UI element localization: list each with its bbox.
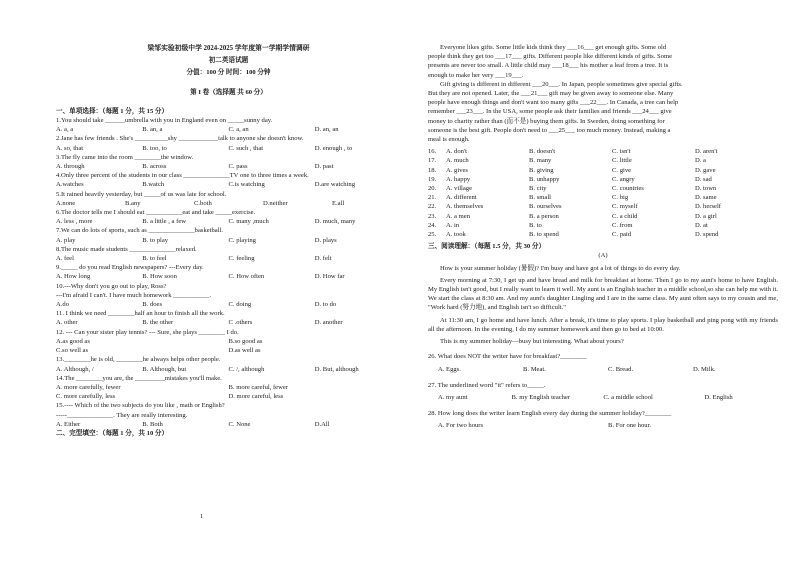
option: B. city [529, 185, 547, 193]
question-options [56, 365, 401, 374]
cloze-number: 18. [428, 166, 437, 174]
question-stem: 7.We can do lots of sports, such as ______________basketball. [56, 227, 224, 235]
option: D. herself [695, 203, 721, 211]
option: B. more careful, fewer [228, 383, 288, 391]
question-options [56, 318, 401, 327]
option: B. Although, but [142, 365, 187, 373]
option: A. more carefully, fewer [56, 383, 121, 391]
option: B. across [142, 163, 167, 171]
passage-line: Everyone likes gifts. Some little kids think they ___16___ get enough gifts. Some old [440, 44, 667, 51]
option: D. more careful, less [228, 393, 284, 401]
right-column [428, 0, 778, 438]
cloze-option-row [428, 212, 778, 221]
question-options [56, 383, 401, 392]
option: C. /, although [228, 365, 265, 373]
option: D. sad [695, 175, 712, 183]
score-time: 分值：100 分 时间：100 分钟 [186, 69, 271, 77]
option: B. small [529, 194, 551, 202]
option: A. village [446, 185, 473, 193]
cloze-number: 21. [428, 194, 437, 202]
option: D. a [695, 157, 706, 165]
cloze-number: 17. [428, 157, 437, 165]
cloze-option-row [428, 175, 778, 184]
subject-title: 初二英语试题 [208, 57, 249, 65]
cloze-number: 22. [428, 203, 437, 211]
question-options [56, 392, 401, 401]
passage-paragraph: How is your summer holiday (暑假)? I'm busy and have got a lot of things to do every day. [440, 264, 681, 272]
option: A. so, that [56, 144, 84, 152]
option: C. many ,much [228, 218, 269, 226]
option: B. too, to [142, 144, 167, 152]
question-options [56, 420, 401, 429]
option: B. For one hour. [608, 422, 652, 430]
section-one-questions [56, 116, 401, 429]
passage-line: meal is enough. [428, 136, 470, 144]
option: D. enough , to [314, 144, 353, 152]
option: D. aren't [695, 148, 718, 156]
option: D. another [314, 319, 343, 327]
option: D. much, many [314, 218, 356, 226]
option: B. to spend [529, 231, 559, 239]
option: C.both [194, 199, 212, 207]
option: C. paid [612, 231, 632, 239]
option: D. at [695, 221, 708, 229]
question-stem: 4.Only three percent of the students in our class ______________TV one to three times a week. [56, 172, 309, 180]
spacer [428, 374, 778, 381]
option: C. more carefully, less [56, 393, 116, 401]
option: D.neither [263, 199, 288, 207]
option: D. same [695, 194, 717, 202]
question-stem: 27. The underlined word "it" refers to_____. [428, 381, 546, 389]
option: B. an, a [142, 126, 163, 134]
option: D.as well as [228, 347, 261, 355]
cloze-option-row [428, 147, 778, 156]
reading-title: 三、阅读理解：（每题 1.5 分，共 30 分） [428, 243, 546, 251]
cloze-number: 20. [428, 185, 437, 193]
option: A. a, a [56, 126, 74, 134]
option: A.none [56, 199, 76, 207]
cloze-number: 19. [428, 175, 437, 183]
question-stem: 3.The fly came into the room ________the window. [56, 153, 194, 161]
cloze-number: 24. [428, 221, 437, 229]
cloze-option-row [428, 230, 778, 239]
cloze-option-row [428, 166, 778, 175]
option: E.all [332, 199, 345, 207]
option: D. spend [695, 231, 719, 239]
option: C. a middle school [603, 393, 653, 401]
passage-paragraph: At 11:30 am, I go home and have lunch. After a break, it's time to play sports. I play basketball and ping pong with my friends all the afternoon. In the evening, I do my summer homework and then go to bed at 10:00. [428, 316, 778, 333]
question-stem: 2.Jane has few friends . She's __________shy ____________talk to anyone she doesn't know. [56, 135, 304, 143]
option: C. How often [228, 273, 265, 281]
question-stem: 9._____ do you read English newspapers? ---Every day. [56, 264, 204, 272]
question-stem: 13.________he is old, ________he always helps other people. [56, 356, 221, 364]
option: A. in [446, 221, 460, 229]
option: D. a girl [695, 212, 717, 220]
question-options [428, 421, 778, 430]
option: B. a little , a few [142, 218, 187, 226]
cloze-number: 25. [428, 231, 437, 239]
option: C. a child [612, 212, 638, 220]
question-options [56, 272, 401, 281]
question-stem: 10.---Why don't you go out to play, Ross? [56, 282, 167, 290]
option: C. myself [612, 203, 638, 211]
option: D.are watching [314, 181, 356, 189]
option: C. Bread. [608, 365, 634, 373]
option: A.as good as [56, 337, 90, 345]
option: C. feeling [228, 255, 255, 263]
question-options [56, 125, 401, 134]
option: A. other [56, 319, 78, 327]
option: B. giving [529, 166, 554, 174]
section-two-title: 二、完型填空：（每题 1 分，共 10 分） [56, 429, 169, 437]
option: A.do [56, 301, 70, 309]
option: C .others [228, 319, 253, 327]
option: B. Both [142, 420, 163, 428]
option: A. gives [446, 166, 468, 174]
option: C.so well as [56, 347, 89, 355]
option: B. a person [529, 212, 559, 220]
option: B.any [125, 199, 141, 207]
question-stem: 5.It rained heavily yesterday, but _____of us was late for school. [56, 190, 227, 198]
passage-paragraph: This is my summer holiday—busy but interesting. What about yours? [440, 338, 624, 346]
question-options [56, 254, 401, 263]
option: A. happy [446, 175, 471, 183]
option: C. such , that [228, 144, 264, 152]
passage-line: remember ___23___. In the USA, some people ask their families and friends ___24___ give [428, 108, 672, 116]
option: C.is watching [228, 181, 265, 189]
cloze-passage [428, 43, 778, 144]
option: C. little [612, 157, 632, 165]
passage-label: (A) [598, 252, 608, 260]
option: A. less , more [56, 218, 93, 226]
page-number: 1 [200, 513, 204, 520]
option: A. a men [446, 212, 470, 220]
question-options [56, 346, 401, 355]
option: B. to play [142, 236, 169, 244]
option: D. to do [314, 301, 337, 309]
question-options [56, 144, 401, 153]
question-options [56, 217, 401, 226]
option: A. Although, / [56, 365, 94, 373]
section-one-title: 一、单项选择：（每题 1 分，共 15 分） [56, 107, 169, 115]
option: A. For two hours [438, 422, 484, 430]
cloze-options [428, 147, 778, 239]
option: A. Either [56, 420, 81, 428]
question-options [56, 337, 401, 346]
cloze-option-row [428, 202, 778, 211]
option: C. give [612, 166, 632, 174]
question-stem: 1.You should take ______umbrella with you in England even on _____sunny day. [56, 117, 273, 125]
part-one-title: 第 I 卷（选择题 共 60 分） [190, 88, 267, 96]
question-stem: 26. What does NOT the writer have for breakfast?________ [428, 353, 587, 361]
option: D. an, an [314, 126, 339, 134]
option: B. Meat. [523, 365, 546, 373]
option: C. isn't [612, 148, 631, 156]
passage-line: enough to make her very ___19___. [428, 71, 524, 79]
option: B. doesn't [529, 148, 556, 156]
option: B.watch [142, 181, 165, 189]
passage-line: Gift giving is different in different ___20___. In Japan, people sometimes give special gifts. [440, 80, 683, 88]
option: C. pass [228, 163, 248, 171]
passage-paragraph: Every morning at 7:30, I get up and have bread and milk for breakfast at home. Then I go to my aunt's home to have English. My English isn't good, but I really want to learn it well. My aunt is an English teacher in a middle school,so she can help me with it. We start the class at 8:30 am. And my aunt's daughter Lingling and I are in the same class. My aunt often says to my cousin and me, "Work hard (努力地), and English isn't so difficult." [428, 276, 778, 312]
passage-line: people have enough things and don't want too many gifts ___22___. In Canada, a tree can help [428, 99, 679, 107]
option: A. my aunt [438, 393, 468, 401]
option: D. felt [314, 255, 332, 263]
option: D. plays [314, 236, 337, 244]
school-title: 梁邹实验初级中学 2024-2025 学年度第一学期学情调研 [147, 45, 310, 52]
cloze-number: 23. [428, 212, 437, 220]
option: C. a, an [228, 126, 249, 134]
option: C. doing [228, 301, 252, 309]
spacer [428, 431, 778, 438]
option: B. the other [142, 319, 174, 327]
question-options [428, 393, 778, 402]
option: A. feel [56, 255, 74, 263]
option: A. themselves [446, 203, 484, 211]
question-options [56, 236, 401, 245]
option: C. None [228, 420, 251, 428]
question-stem: 12. --- Can your sister play tennis? --- Sure, she plays ________ I do. [56, 328, 239, 336]
option: D. town [695, 185, 717, 193]
option: B. to [529, 221, 542, 229]
question-options [428, 365, 778, 374]
option: D.All [314, 420, 330, 428]
option: B.so good as [228, 337, 263, 345]
cloze-option-row [428, 184, 778, 193]
passage-line: people think they get too ___17___ gifts. Different people like different kinds of gifts. Some [428, 53, 673, 61]
passage-line: But they are not opened. Later, the ___21___ gift may be given away to someone else. Many [428, 90, 674, 98]
option: A. Eggs. [438, 365, 461, 373]
cloze-option-row [428, 221, 778, 230]
option: C. big [612, 194, 629, 202]
option: D. gave [695, 166, 716, 174]
option: A. much [446, 157, 469, 165]
option: C. from [612, 221, 633, 229]
cloze-option-row [428, 156, 778, 165]
option: D. English [704, 393, 733, 401]
option: A. different [446, 194, 477, 202]
option: A. took [446, 231, 466, 239]
question-options [56, 300, 401, 309]
option: B. How soon [142, 273, 177, 281]
question-stem: 11. I think we need ________half an hour to finish all the work. [56, 310, 225, 318]
reading-passage [428, 264, 778, 347]
passage-line: presents are never too small. A little child may ___18___ his mother a leaf from a tree. It is [428, 62, 669, 70]
question-options [56, 162, 401, 171]
option: B. does [142, 301, 163, 309]
cloze-number: 16. [428, 148, 437, 156]
option: D. But, although [314, 365, 359, 373]
question-stem: 8.The music made students ______________relaxed. [56, 245, 197, 253]
reading-questions [428, 352, 778, 437]
option: D. past [314, 163, 334, 171]
cloze-option-row [428, 193, 778, 202]
passage-line: someone is the best gift. People don't need to ___25___ too much money. Instead, making a [428, 126, 671, 134]
option: D. Milk. [693, 365, 716, 373]
option: C. angry [612, 175, 635, 183]
question-stem: 28. How long does the writer learn English every day during the summer holiday?________ [428, 410, 672, 418]
option: C. countries [612, 185, 644, 193]
option: A. How long [56, 273, 91, 281]
question-options [56, 199, 401, 208]
option: D. How far [314, 273, 345, 281]
option: B. many [529, 157, 552, 165]
option: A.watches [56, 181, 84, 189]
option: B. to feel [142, 255, 167, 263]
question-stem-line2: -----______________. They are really interesting. [56, 411, 188, 419]
option: A. through [56, 163, 85, 171]
question-stem-line2: ---I'm afraid I can't. I have much homework ___________. [56, 291, 212, 299]
option: B. ourselves [529, 203, 562, 211]
option: A. don't [446, 148, 467, 156]
option: B. my English teacher [511, 393, 571, 401]
left-column [56, 0, 401, 438]
question-stem: 14.The ________you are, the _________mistakes you'll make. [56, 374, 222, 382]
option: B. unhappy [529, 175, 560, 183]
question-stem: 15.---- Which of the two subjects do you like , math or English? [56, 402, 225, 410]
spacer [428, 402, 778, 409]
option: A. play [56, 236, 76, 244]
question-stem: 6.The doctor tells me I should eat ___________eat and take _____exercise. [56, 209, 256, 217]
passage-line: money to charity rather than (而不是) buying them gifts. In Sweden, doing something for [428, 117, 665, 125]
question-options [56, 180, 401, 189]
option: C. playing [228, 236, 256, 244]
